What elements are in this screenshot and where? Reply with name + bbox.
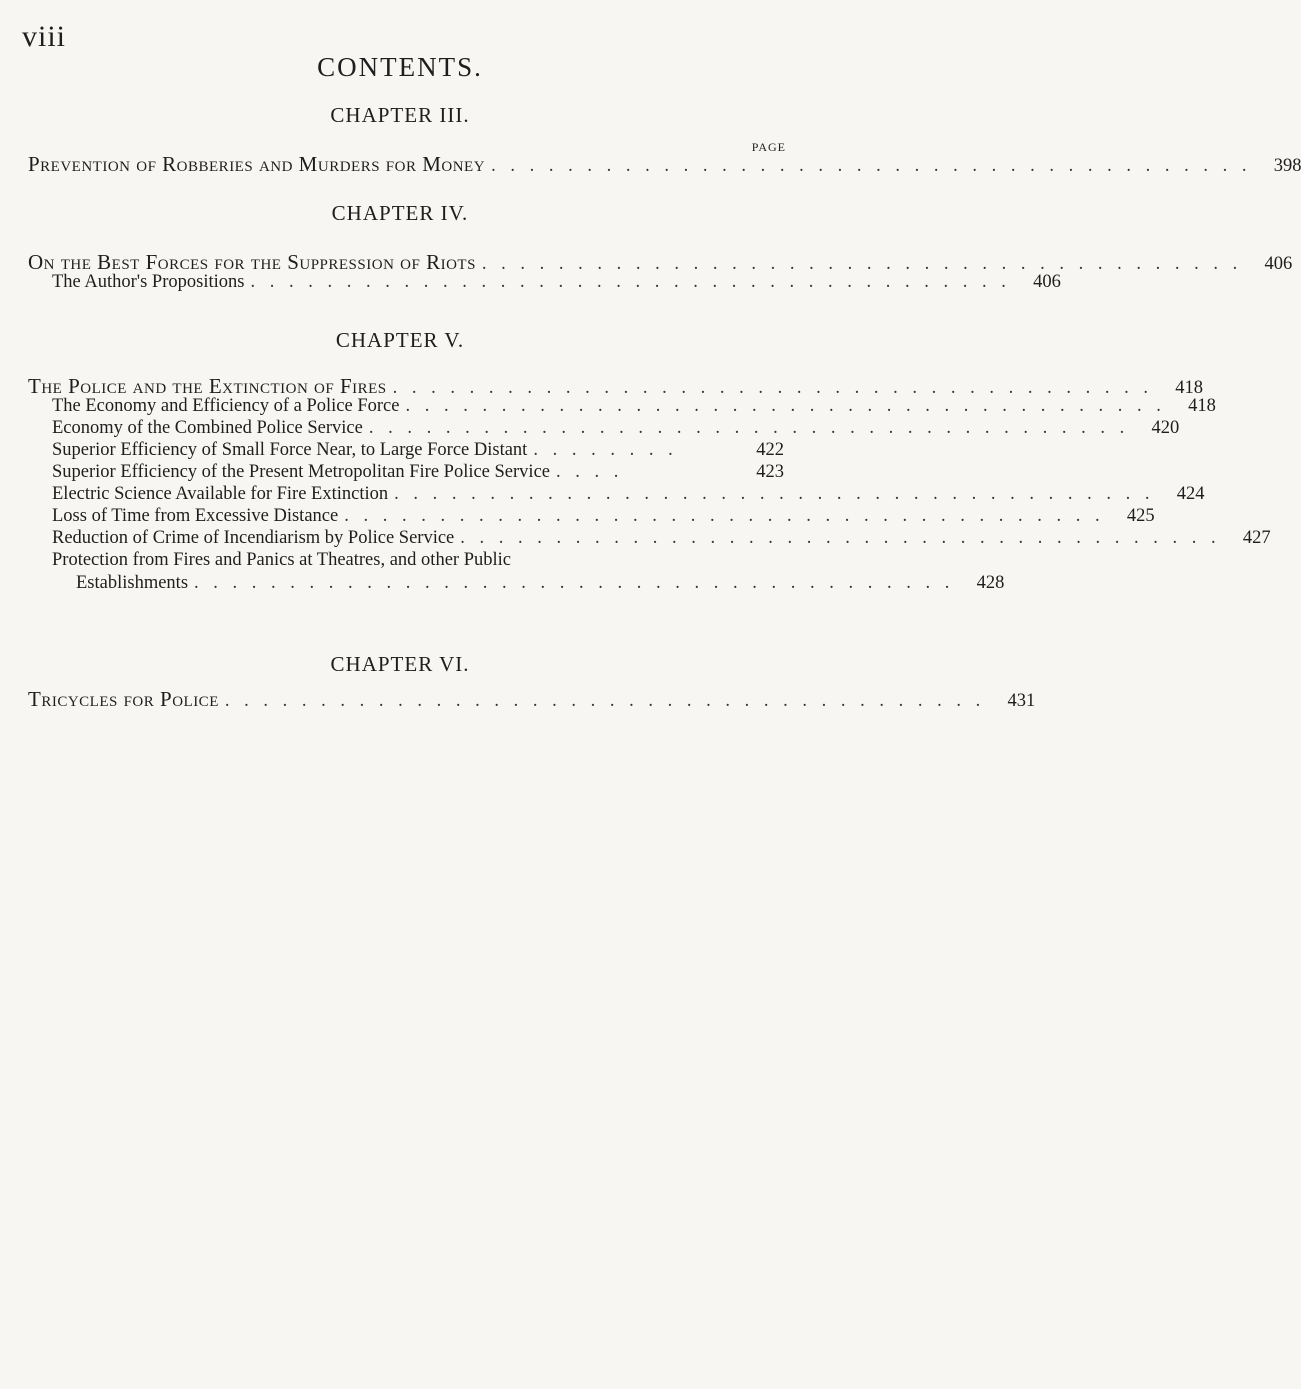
entry-title: Superior Efficiency of Small Force Near, to Large Force Distant xyxy=(52,440,528,460)
entry-title: Establishments xyxy=(76,573,189,593)
entry-title: The Author's Propositions xyxy=(52,272,245,292)
entry-title: Superior Efficiency of the Present Metropolitan Fire Police Service xyxy=(52,462,550,482)
leader-dots: . . . . . . . . . . . . . . . . . . . . . . . . . . . . . . . . . . . . . . . . xyxy=(491,156,1252,176)
page-column-label: PAGE xyxy=(751,140,786,154)
entry-page: 423 xyxy=(756,462,784,482)
toc-entry xyxy=(52,396,1216,420)
entry-title: Tricycles for Police xyxy=(28,687,219,711)
entry-page: 427 xyxy=(1242,528,1271,548)
chapter-title: CHAPTER III. xyxy=(330,103,470,127)
entry-page: 431 xyxy=(1007,691,1036,711)
entry-title: The Police and the Extinction of Fires xyxy=(28,374,387,398)
toc-entry xyxy=(52,506,1155,530)
entry-title: On the Best Forces for the Suppression of Riots xyxy=(28,250,476,274)
toc-entry xyxy=(76,573,1005,597)
entry-page: 428 xyxy=(976,573,1005,593)
entry-title: Prevention of Robberies and Murders for Money xyxy=(28,152,486,176)
leader-dots: . . . . . . . . . . . . . . . . . . . . . . . . . . . . . . . . . . . . . . . . xyxy=(481,254,1243,274)
toc-entry xyxy=(52,272,1061,296)
running-head: CONTENTS. xyxy=(317,52,483,82)
chapter-title: CHAPTER VI. xyxy=(330,652,470,676)
leader-dots: . . . . . . . . . . . . . . . . . . . . . . . . . . . . . . . . . . . . . . . . xyxy=(460,528,1221,548)
entry-page: 418 xyxy=(1188,396,1216,416)
page-number: viii xyxy=(22,20,67,53)
leader-dots: . . . . . . . . . . . . . . . . . . . . . . . . . . . . . . . . . . . . . . . . xyxy=(224,691,986,711)
entry-page: 425 xyxy=(1126,506,1155,526)
entry-page: 398 xyxy=(1273,156,1301,176)
leader-dots: . . . . . . . . . . . . . . . . . . . . . . . . . . . . . . . . . . . . . . . . xyxy=(392,378,1154,398)
toc-entry xyxy=(52,484,1205,508)
leader-dots: . . . . . . . . . . . . . . . . . . . . . . . . . . . . . . . . . . . . . . . . xyxy=(394,484,1155,504)
leader-dots: . . . . . . . . . . . . . . . . . . . . . . . . . . . . . . . . . . . . . . . . xyxy=(405,396,1166,416)
chapter-title: CHAPTER IV. xyxy=(331,201,469,225)
entry-page: 422 xyxy=(756,440,784,460)
entry-page: 420 xyxy=(1151,418,1180,438)
entry-title: Electric Science Available for Fire Extinction xyxy=(52,484,389,504)
entry-page: 418 xyxy=(1175,378,1204,398)
entry-page: 424 xyxy=(1176,484,1205,504)
toc-entry xyxy=(28,250,1293,274)
toc-entry xyxy=(52,462,784,486)
entry-title: The Economy and Efficiency of a Police Force xyxy=(52,396,400,416)
toc-entry xyxy=(52,440,784,464)
leader-dots: . . . . . . . . xyxy=(533,440,678,460)
toc-entry-wrapped-line: Protection from Fires and Panics at Theatres, and other Public xyxy=(52,550,511,570)
entry-title: Loss of Time from Excessive Distance xyxy=(52,506,339,526)
leader-dots: . . . . . . . . . . . . . . . . . . . . . . . . . . . . . . . . . . . . . . . . xyxy=(368,418,1130,438)
leader-dots: . . . . . . . . . . . . . . . . . . . . . . . . . . . . . . . . . . . . . . . . xyxy=(194,573,955,593)
toc-entry xyxy=(28,687,1036,711)
toc-entry xyxy=(28,374,1204,398)
entry-page: 406 xyxy=(1264,254,1293,274)
toc-entry xyxy=(52,418,1180,442)
toc-entry xyxy=(28,152,1301,176)
chapter-title: CHAPTER V. xyxy=(335,328,465,352)
entry-page: 406 xyxy=(1033,272,1061,292)
entry-title: Reduction of Crime of Incendiarism by Police Service xyxy=(52,528,455,548)
leader-dots: . . . . . . . . . . . . . . . . . . . . . . . . . . . . . . . . . . . . . . . . xyxy=(250,272,1011,292)
leader-dots: . . . . xyxy=(556,462,624,482)
leader-dots: . . . . . . . . . . . . . . . . . . . . . . . . . . . . . . . . . . . . . . . . xyxy=(344,506,1105,526)
toc-entry xyxy=(52,528,1271,552)
entry-title: Economy of the Combined Police Service xyxy=(52,418,363,438)
